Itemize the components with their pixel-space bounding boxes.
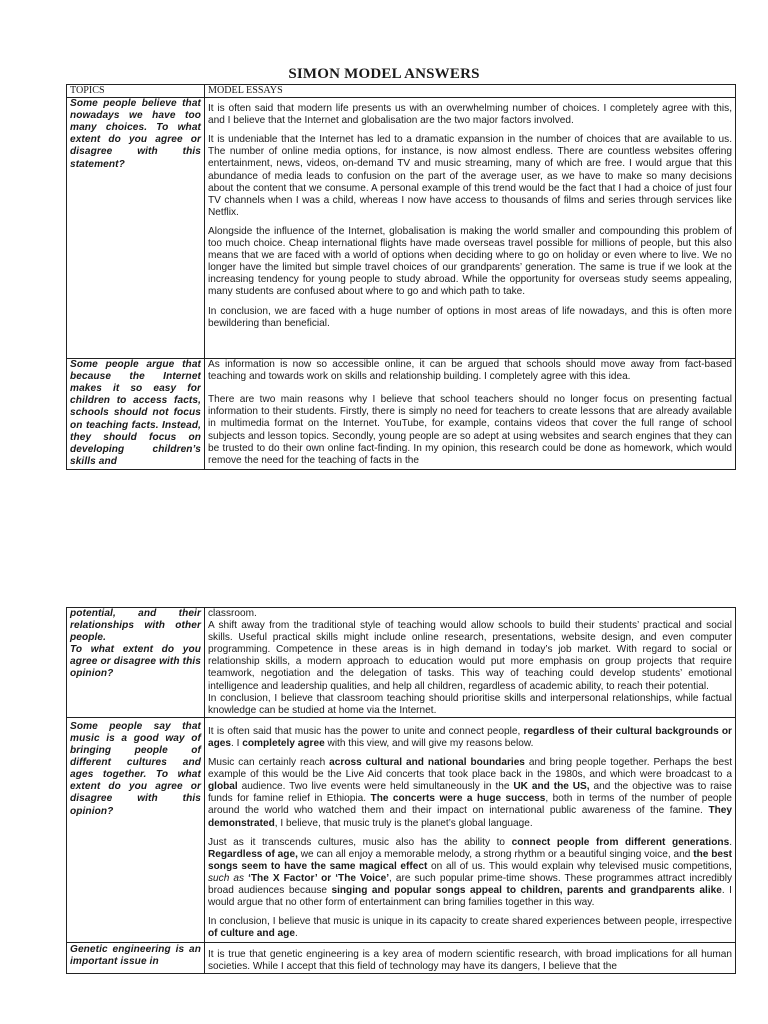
essay-paragraph: It is often said that music has the power to unite and connect people, regardless of their cultural backgrounds or ages. I completely agree with this view, and will give my reasons below. [208, 725, 732, 749]
essay-text [208, 949, 732, 973]
essay-cell-music [205, 717, 736, 943]
table-row [67, 608, 736, 718]
essay-paragraph: As information is now so accessible online, it can be argued that schools should move away from fact-based teaching and towards work on skills and relationship building. I completely agree with this idea. [208, 359, 732, 383]
essay-paragraph: classroom. [208, 608, 257, 619]
essay-cell-choices [205, 98, 736, 359]
topic-text: Some people argue that because the Internet makes it so easy for children to access facts, schools should not focus on teaching facts. Instead, they should focus on developing children’s skills and [70, 359, 201, 467]
essay-cell-genetic-engineering [205, 943, 736, 974]
essay-paragraph: Alongside the influence of the Internet, globalisation is making the world smaller and compounding this problem of too much choice. Cheap international flights have made overseas travel possible for millions of people, but this also means that we are faced with a world of options when deciding where to go on holiday or even where to live. We no longer have the limited but simple travel choices of our grandparents’ generation. The same is true if we look at the increasing tendency for young people to study abroad. While the opportunity for overseas study seems appealing, many students are confused about where to go and which path to take. [208, 225, 732, 298]
essay-text [208, 359, 732, 469]
essay-paragraph: In conclusion, I believe that music is unique in its capacity to create shared experiences between people, irrespective of culture and age. [208, 916, 732, 940]
essay-paragraph: It is often said that modern life presents us with an overwhelming number of choices. I completely agree with this, and I believe that the Internet and globalisation are the two major factors involved. [208, 103, 732, 127]
table-row [67, 98, 736, 359]
topic-text: Genetic engineering is an important issue in [70, 944, 201, 968]
essay-paragraph: Music can certainly reach across cultural and national boundaries and bring people together. Perhaps the best example of this would be the Live Aid concerts that took place back in the 1980s, and which were broadcast to a global audience. Two live events were held simultaneously in the UK and the US, and the objective was to raise funds for famine relief in Ethiopia. The concerts were a huge success, both in terms of the number of people around the world who watched them and their impact on international public awareness of the famine. They demonstrated, I believe, that music truly is the planet’s global language. [208, 757, 733, 829]
essay-paragraph: In conclusion, we are faced with a huge number of options in most areas of life nowadays, and this is often more bewildering than beneficial. [208, 305, 732, 329]
essay-paragraph: Just as it transcends cultures, music also has the ability to connect people from different generations. Regardless of age, we can all enjoy a memorable melody, a strong rhythm or a beautiful singing voice, and the best songs seem to have the same magical effect on all of us. This would explain why televised music competitions, such as ‘The X Factor’ or ‘The Voice’, are such popular prime-time shows. These programmes attract incredibly broad audiences because singing and popular songs appeal to children, parents and grandparents alike. I would argue that no other form of entertainment can bring families together in this way. [208, 836, 732, 909]
topic-cell-music: Some people say that music is a good way of bringing people of different cultures and ages together. To what extent do you agree or disagree with this opinion? [67, 717, 205, 943]
page-title: SIMON MODEL ANSWERS [288, 66, 480, 82]
essay-cell-internet-facts-cont [205, 608, 736, 718]
essay-paragraph: There are two main reasons why I believe that school teachers should no longer focus on presenting factual information to their students. Firstly, there is simply no need for teachers to create lessons that are already available in multimedia format on the Internet. YouTube, for example, contains videos that cover the full range of school subjects and lesson topics. Secondly, young people are so adept at using websites and search engines that they can be trusted to do their own online fact-finding. In my opinion, this research could be done as homework, which would remove the need for the teaching of facts in the [208, 394, 732, 466]
essay-paragraph: It is undeniable that the Internet has led to a dramatic expansion in the number of choices that are available to us. The number of online media options, for instance, is now almost endless. There are countless websites offering entertainment, news, videos, on-demand TV and music streaming, many of which are free. I would argue that this abundance of media leads to confusion on the part of the average user, as we have to make so many decisions about the content that we consume. A personal example of this trend would be the fact that I had a choice of just four TV channels when I was a child, whereas I now have access to thousands of films and series through services like Netflix. [208, 134, 732, 218]
essay-table-page-2 [66, 607, 736, 974]
header-topics: TOPICS [67, 85, 205, 98]
topic-cell-choices: Some people believe that nowadays we have too many choices. To what extent do you agree or disagree with this statement? [67, 98, 205, 359]
topic-cell-genetic-engineering [67, 943, 205, 974]
essay-cell-internet-facts [205, 359, 736, 470]
topic-question: To what extent do you agree or disagree with this opinion? [70, 644, 201, 680]
essay-paragraph: In conclusion, I believe that classroom teaching should prioritise skills and interpersonal relationships, while factual knowledge can be studied at home via the Internet. [208, 692, 732, 716]
table-row [67, 717, 736, 943]
essay-table-page-1 [66, 84, 736, 470]
essay-paragraph: A shift away from the traditional style of teaching would allow schools to build their students’ practical and social skills. Useful practical skills might include online research, presentations, website design, and even computer programming. Competence in these areas is in high demand in today’s job market. With regard to social or relationship skills, a modern approach to education would put more emphasis on group projects that require teamwork, negotiation and the delegation of tasks. This way of teaching could develop students’ emotional intelligence and leadership qualities, and help all children, regardless of academic ability, to reach their potential. [208, 620, 732, 692]
topic-text: potential, and their relationships with other people. [70, 608, 201, 644]
topic-cell-internet-facts [67, 359, 205, 470]
table-header-row [67, 85, 736, 98]
header-model-essays: MODEL ESSAYS [205, 85, 736, 98]
table-row [67, 359, 736, 470]
essay-paragraph: It is true that genetic engineering is a key area of modern scientific research, with broad implications for all human societies. While I accept that this field of technology may have its dangers, I believe that the [208, 949, 732, 973]
table-row [67, 943, 736, 974]
topic-cell-internet-facts-cont [67, 608, 205, 718]
